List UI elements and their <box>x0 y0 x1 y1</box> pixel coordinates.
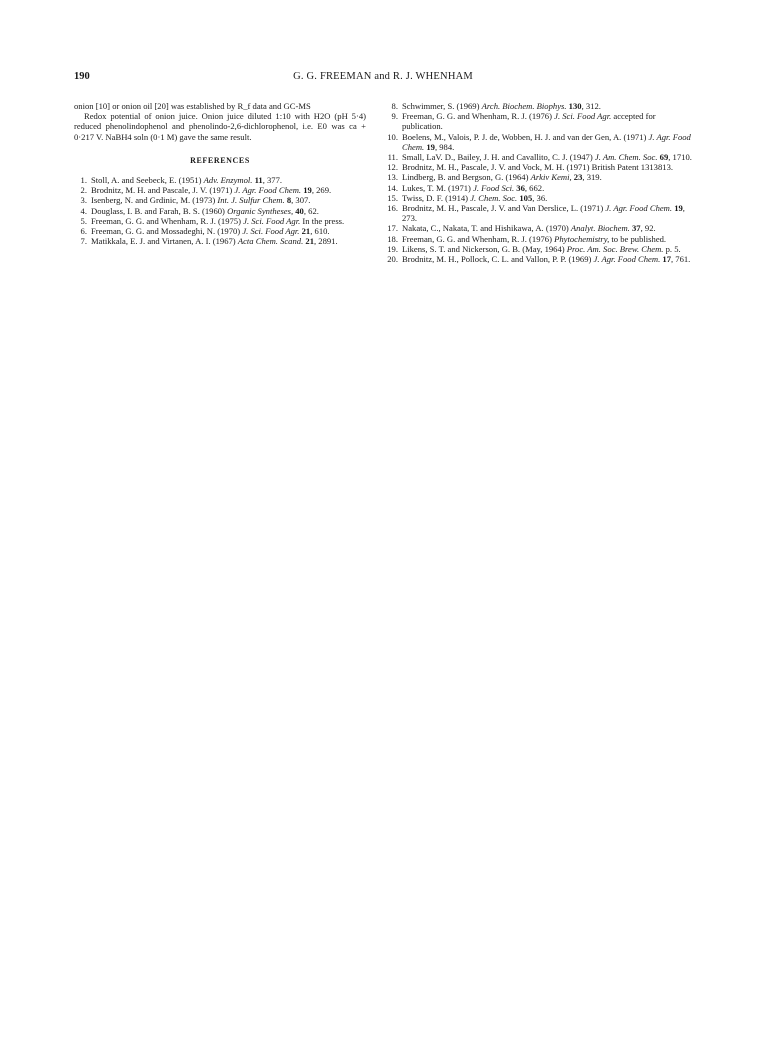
reference-pages: , 273. <box>402 203 685 224</box>
reference-journal: Int. J. Sulfur Chem. <box>217 195 285 206</box>
reference-number: 14. <box>387 182 398 193</box>
body-paragraph: onion [10] or onion oil [20] was established by R_f data and GC-MS <box>74 101 311 111</box>
reference-number: 7. <box>80 236 87 247</box>
redox-paragraph: Redox potential of onion juice. Onion juice diluted 1:10 with H2O (pH 5·4) reduced phenolindophenol and phenolindo-2,6-dichlorophenol, i.e. E0 was ca + 0·217 V. NaBH4 soln (0·1 M) gave the same result. <box>74 111 366 142</box>
reference-pages: , 62. <box>303 205 319 216</box>
reference-authors: Douglass, I. B. and Farah, B. S. (1960) <box>91 205 228 216</box>
reference-text <box>402 101 694 111</box>
reference-authors: Freeman, G. G. and Whenham, R. J. (1976) <box>402 233 555 244</box>
reference-journal: Proc. Am. Soc. Brew. Chem. <box>566 243 664 254</box>
reference-item <box>74 185 366 195</box>
reference-text <box>402 152 694 162</box>
reference-volume: 40 <box>295 205 304 216</box>
reference-text <box>402 203 694 223</box>
page-header <box>74 71 692 87</box>
reference-authors: Small, LaV. D., Bailey, J. H. and Cavallito, C. J. (1947) <box>402 152 595 163</box>
reference-volume: 23 <box>573 172 583 183</box>
reference-pages: p. 5. <box>663 243 681 254</box>
reference-number: 18. <box>387 233 398 244</box>
reference-journal: J. Chem. Soc. <box>470 192 518 203</box>
reference-authors: Matikkala, E. J. and Virtanen, A. I. (1967) <box>91 236 238 247</box>
reference-item <box>382 183 694 193</box>
reference-text <box>91 216 366 226</box>
reference-list-right <box>382 101 694 264</box>
reference-authors: Isenberg, N. and Grdinic, M. (1973) <box>91 195 218 206</box>
reference-pages: to be published. <box>609 233 667 244</box>
right-column <box>382 101 694 264</box>
reference-volume: 11 <box>254 175 263 186</box>
reference-number: 15. <box>387 192 398 203</box>
reference-list-left <box>74 175 366 246</box>
reference-volume: 8 <box>286 195 292 206</box>
reference-pages: , 761. <box>670 254 691 265</box>
reference-authors: Brodnitz, M. H., Pascale, J. V. and Vock, M. H. (1971) British Patent 1313813. <box>402 162 674 173</box>
reference-journal: J. Food Sci. <box>473 182 515 193</box>
reference-text <box>402 193 694 203</box>
reference-pages: , 269. <box>311 185 332 196</box>
reference-journal: J. Agr. Food Chem. <box>234 185 302 196</box>
reference-number: 3. <box>80 195 87 206</box>
reference-volume: 19 <box>674 203 683 214</box>
reference-number: 16. <box>387 203 398 214</box>
reference-item <box>74 175 366 185</box>
reference-item <box>74 236 366 246</box>
reference-journal: J. Sci. Food Agr. <box>243 215 301 226</box>
reference-number: 19. <box>387 243 398 254</box>
reference-text <box>91 236 366 246</box>
reference-pages: , 312. <box>581 101 601 111</box>
reference-number: 20. <box>387 254 398 265</box>
reference-journal: Adv. Enzymol. <box>203 175 253 186</box>
reference-text <box>91 226 366 236</box>
reference-volume: 69 <box>659 152 669 163</box>
reference-item <box>382 152 694 162</box>
reference-number: 8. <box>391 101 398 111</box>
reference-journal: Arch. Biochem. Biophys. <box>481 101 567 111</box>
reference-item <box>382 244 694 254</box>
reference-number: 17. <box>387 223 398 234</box>
reference-number: 13. <box>387 172 398 183</box>
reference-authors: Freeman, G. G. and Whenham, R. J. (1976) <box>402 111 555 122</box>
reference-volume: 36 <box>516 182 525 193</box>
reference-journal: Analyt. Biochem. <box>570 223 630 234</box>
reference-number: 6. <box>80 226 87 237</box>
reference-number: 10. <box>387 131 398 142</box>
reference-text <box>91 206 366 216</box>
reference-journal: Organic Syntheses, <box>227 205 294 216</box>
reference-authors: Twiss, D. F. (1914) <box>402 192 471 203</box>
reference-number: 1. <box>80 175 87 186</box>
reference-pages: , 984. <box>434 141 455 152</box>
reference-text <box>402 244 694 254</box>
reference-journal: J. Agr. Food Chem. <box>402 131 691 152</box>
reference-text <box>402 234 694 244</box>
reference-volume: 21 <box>301 226 311 237</box>
reference-item <box>382 172 694 182</box>
reference-authors: Stoll, A. and Seebeck, E. (1951) <box>91 175 204 186</box>
reference-number: 11. <box>387 152 398 163</box>
reference-authors: Brodnitz, M. H., Pascale, J. V. and Van Derslice, L. (1971) <box>402 203 606 214</box>
reference-authors: Lindberg, B. and Bergson, G. (1964) <box>402 172 531 183</box>
reference-volume: 37 <box>632 223 641 234</box>
reference-authors: Nakata, C., Nakata, T. and Hishikawa, A. (1970) <box>402 223 571 234</box>
reference-pages: accepted for publication. <box>402 111 656 132</box>
reference-pages: , 36. <box>532 192 548 203</box>
reference-journal: J. Sci. Food Agr. <box>554 111 612 122</box>
reference-volume: 17 <box>662 254 671 265</box>
reference-journal: J. Agr. Food Chem. <box>605 203 673 214</box>
reference-item <box>382 254 694 264</box>
reference-text <box>91 195 366 205</box>
reference-text <box>402 172 694 182</box>
reference-journal: J. Sci. Food Agr. <box>242 226 300 237</box>
reference-pages: , 319. <box>582 172 602 183</box>
reference-pages: , 610. <box>310 226 330 237</box>
reference-text <box>402 111 694 131</box>
reference-number: 5. <box>80 215 87 226</box>
reference-volume: 130 <box>568 101 582 111</box>
reference-item <box>382 111 694 131</box>
reference-authors: Freeman, G. G. and Whenham, R. J. (1975) <box>91 215 244 226</box>
reference-pages: , 662. <box>524 182 545 193</box>
reference-item <box>74 226 366 236</box>
reference-pages: , 377. <box>262 175 283 186</box>
reference-journal: Acta Chem. Scand. <box>237 236 304 247</box>
reference-pages: , 1710. <box>668 152 692 163</box>
references-heading: REFERENCES <box>190 155 250 165</box>
reference-item <box>382 132 694 152</box>
reference-item <box>382 223 694 233</box>
reference-journal: Phytochemistry, <box>554 233 610 244</box>
reference-item <box>382 234 694 244</box>
reference-authors: Lukes, T. M. (1971) <box>402 182 474 193</box>
reference-journal: J. Am. Chem. Soc. <box>594 152 658 163</box>
reference-text <box>402 162 694 172</box>
reference-volume: 105 <box>519 192 533 203</box>
reference-authors: Likens, S. T. and Nickerson, G. B. (May, 1964) <box>402 243 567 254</box>
reference-text <box>402 223 694 233</box>
left-column <box>74 101 366 246</box>
reference-number: 4. <box>80 205 87 216</box>
reference-item <box>74 216 366 226</box>
reference-volume: 19 <box>426 141 435 152</box>
page-number: 190 <box>74 71 90 82</box>
reference-item <box>382 203 694 223</box>
running-head: G. G. FREEMAN and R. J. WHENHAM <box>293 71 473 82</box>
reference-item <box>382 101 694 111</box>
reference-volume: 21 <box>305 236 314 247</box>
reference-number: 9. <box>391 111 398 122</box>
reference-item <box>74 195 366 205</box>
reference-authors: Brodnitz, M. H., Pollock, C. L. and Vallon, P. P. (1969) <box>402 254 594 265</box>
reference-pages: In the press. <box>300 215 345 226</box>
reference-item <box>382 193 694 203</box>
reference-pages: , 2891. <box>313 236 338 247</box>
reference-number: 12. <box>387 162 398 173</box>
reference-authors: Brodnitz, M. H. and Pascale, J. V. (1971) <box>91 185 235 196</box>
reference-journal: J. Agr. Food Chem. <box>593 254 661 265</box>
reference-volume: 19 <box>303 185 312 196</box>
reference-text <box>402 254 694 264</box>
reference-number: 2. <box>80 185 87 196</box>
reference-item <box>382 162 694 172</box>
reference-text <box>91 185 366 195</box>
reference-pages: , 307. <box>291 195 311 206</box>
reference-journal: Arkiv Kemi, <box>530 172 572 183</box>
reference-text <box>402 132 694 152</box>
reference-pages: , 92. <box>640 223 656 234</box>
reference-text <box>402 183 694 193</box>
reference-authors: Boelens, M., Valois, P. J. de, Wobben, H. J. and van der Gen, A. (1971) <box>402 131 649 142</box>
reference-item <box>74 206 366 216</box>
reference-text <box>91 175 366 185</box>
reference-authors: Schwimmer, S. (1969) <box>402 101 482 111</box>
reference-authors: Freeman, G. G. and Mossadeghi, N. (1970) <box>91 226 243 237</box>
